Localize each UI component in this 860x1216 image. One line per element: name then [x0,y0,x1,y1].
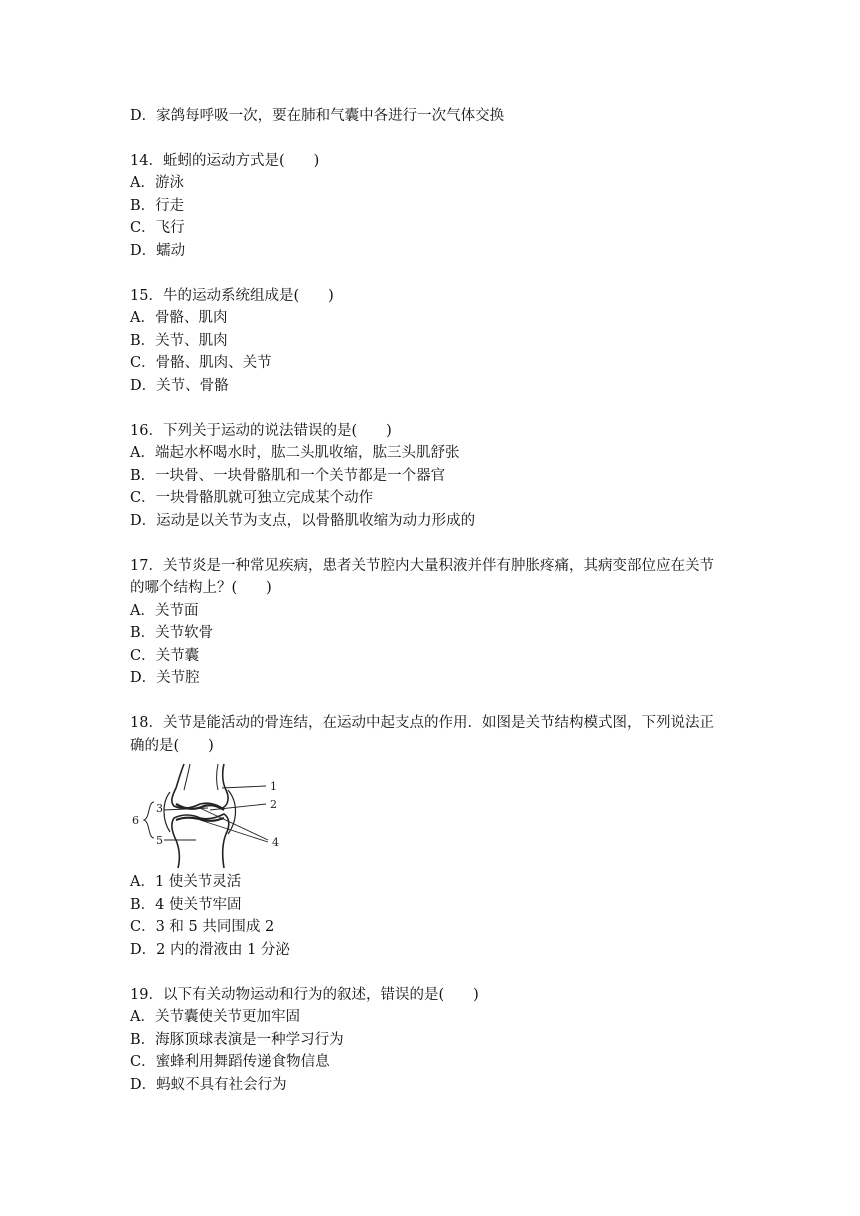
q15-option-d: D．关节、骨骼 [130,378,229,394]
q19-option-c: C．蜜蜂利用舞蹈传递食物信息 [130,1054,330,1070]
diagram-label-6: 6 [132,814,139,827]
q17-option-c: C．关节囊 [130,648,200,664]
q18-option-a: A．1 使关节灵活 [130,874,242,890]
q14-stem: 14．蚯蚓的运动方式是( ) [130,153,320,169]
q15-option-a: A．骨骼、肌肉 [130,310,228,326]
q18-stem-line2: 确的是( ) [130,738,214,754]
q18-option-b: B．4 使关节牢固 [130,897,242,913]
q19-option-a: A．关节囊使关节更加牢固 [130,1009,300,1025]
q13-option-d: D．家鸽每呼吸一次，要在肺和气囊中各进行一次气体交换 [130,108,505,124]
diagram-label-3: 3 [156,802,163,815]
diagram-label-2: 2 [270,798,277,811]
q19-stem: 19．以下有关动物运动和行为的叙述，错误的是( ) [130,987,479,1003]
q14-option-d: D．蠕动 [130,243,186,259]
diagram-label-5: 5 [156,834,163,847]
q16-option-a: A．端起水杯喝水时，肱二头肌收缩，肱三头肌舒张 [130,445,460,461]
diagram-label-1: 1 [270,780,277,793]
q19-option-b: B．海豚顶球表演是一种学习行为 [130,1032,344,1048]
q16-option-b: B．一块骨、一块骨骼肌和一个关节都是一个器官 [130,468,446,484]
q16-option-c: C．一块骨骼肌就可独立完成某个动作 [130,490,374,506]
q16-stem: 16．下列关于运动的说法错误的是( ) [130,423,392,439]
joint-structure-diagram [130,762,290,870]
q19-option-d: D．蚂蚁不具有社会行为 [130,1077,287,1093]
diagram-label-4: 4 [272,836,279,849]
q16-option-d: D．运动是以关节为支点，以骨骼肌收缩为动力形成的 [130,513,476,529]
q15-option-b: B．关节、肌肉 [130,333,228,349]
q14-option-b: B．行走 [130,198,185,214]
q18-stem-line1: 18．关节是能活动的骨连结，在运动中起支点的作用．如图是关节结构模式图，下列说法正 [130,715,714,731]
q15-stem: 15．牛的运动系统组成是( ) [130,288,334,304]
q14-option-c: C．飞行 [130,220,185,236]
q17-option-b: B．关节软骨 [130,625,214,641]
q15-option-c: C．骨骼、肌肉、关节 [130,355,272,371]
q18-option-c: C．3 和 5 共同围成 2 [130,919,275,935]
q18-option-d: D．2 内的滑液由 1 分泌 [130,942,290,958]
q17-option-a: A．关节面 [130,603,199,619]
q17-stem-line2: 的哪个结构上？( ) [130,580,272,596]
q17-stem-line1: 17．关节炎是一种常见疾病，患者关节腔内大量积液并伴有肿胀疼痛，其病变部位应在关节 [130,558,714,574]
q14-option-a: A．游泳 [130,175,184,191]
q17-option-d: D．关节腔 [130,670,200,686]
